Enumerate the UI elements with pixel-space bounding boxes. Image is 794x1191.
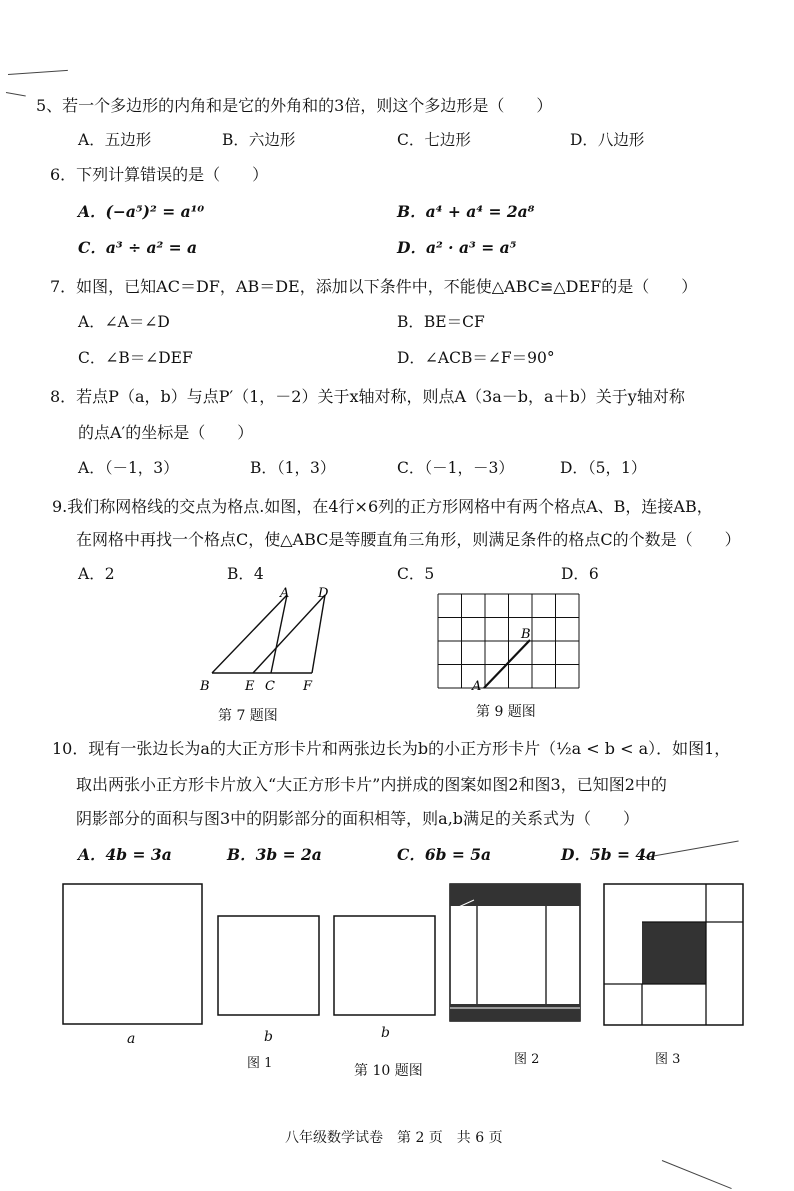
question-9-option-b: B．4 (227, 565, 264, 583)
question-8-stem-line2: 的点A′的坐标是（ ） (78, 423, 254, 442)
figure-10 (0, 870, 794, 1070)
question-7-option-d: D．∠ACB＝∠F＝90° (397, 349, 555, 367)
fig10-fig1-caption: 图 1 (247, 1056, 273, 1071)
question-10-option-a: A．4b = 3a (78, 845, 172, 864)
fig10-fig2-shade-top (450, 884, 580, 906)
question-10-stem-line2: 取出两张小正方形卡片放入“大正方形卡片”内拼成的图案如图2和图3，已知图2中的 (76, 775, 667, 794)
question-7-option-a: A．∠A＝∠D (78, 313, 170, 331)
question-5-option-b: B．六边形 (222, 131, 296, 149)
question-8-option-b: B．（1，3） (250, 459, 336, 477)
question-9-option-c: C．5 (397, 565, 435, 583)
fig7-seg-ac (271, 595, 287, 673)
fig7-label-e: E (245, 679, 255, 694)
fig10-fig3-caption: 图 3 (655, 1052, 681, 1067)
fig7-label-d: D (318, 586, 329, 601)
figure-9-caption: 第 9 题图 (476, 704, 536, 720)
scan-mark (6, 92, 26, 96)
fig10-small-square-2 (334, 916, 435, 1015)
question-10-stem-line1: 10．现有一张边长为a的大正方形卡片和两张边长为b的小正方形卡片（½a < b < a）．如图1， (52, 739, 731, 758)
question-10-option-c: C．6b = 5a (397, 845, 492, 864)
question-5-stem: 5、若一个多边形的内角和是它的外角和的3倍，则这个多边形是（ ） (36, 96, 553, 115)
fig10-large-square (63, 884, 202, 1024)
question-8-option-a: A．（－1，3） (78, 459, 179, 477)
fig10-fig3-shade (642, 922, 706, 984)
fig9-label-b: B (521, 627, 531, 642)
fig10-fig2-caption: 图 2 (514, 1052, 540, 1067)
question-6-option-c: C．a³ ÷ a² = a (78, 238, 198, 257)
figure-7 (195, 585, 335, 695)
question-8-option-c: C．（－1，－3） (397, 459, 514, 477)
question-9-option-d: D．6 (561, 565, 599, 583)
fig10-label-b1: b (264, 1029, 273, 1045)
fig10-fig2-shade-bottom (450, 1004, 580, 1021)
figure-7-caption: 第 7 题图 (218, 708, 278, 724)
question-5-option-a: A．五边形 (78, 131, 152, 149)
question-6-option-a: A．(−a⁵)² = a¹⁰ (78, 202, 205, 221)
question-8-option-d: D．（5，1） (560, 459, 647, 477)
question-5-option-c: C．七边形 (397, 131, 471, 149)
question-7-option-c: C．∠B＝∠DEF (78, 349, 193, 367)
fig9-label-a: A (472, 679, 482, 694)
question-9-stem-line2: 在网格中再找一个格点C，使△ABC是等腰直角三角形，则满足条件的格点C的个数是（ ） (76, 530, 741, 549)
fig10-small-square-1 (218, 916, 319, 1015)
fig10-label-b2: b (381, 1025, 390, 1041)
scan-mark (645, 841, 739, 858)
question-10-stem-line3: 阴影部分的面积与图3中的阴影部分的面积相等，则a,b满足的关系式为（ ） (76, 809, 640, 828)
question-6-option-b: B．a⁴ + a⁴ = 2a⁸ (397, 202, 535, 221)
question-8-stem-line1: 8．若点P（a，b）与点P′（1，－2）关于x轴对称，则点A（3a－b，a＋b）关于y轴对称 (50, 387, 685, 406)
question-10-option-b: B．3b = 2a (227, 845, 322, 864)
page-footer: 八年级数学试卷 第 2 页 共 6 页 (285, 1130, 503, 1146)
question-7-option-b: B．BE＝CF (397, 313, 485, 331)
question-10-option-d: D．5b = 4a (561, 845, 657, 864)
fig7-label-b: B (200, 679, 210, 694)
scan-mark (662, 1160, 732, 1189)
scan-mark (8, 70, 68, 75)
question-7-stem: 7．如图，已知AC＝DF，AB＝DE，添加以下条件中，不能使△ABC≌△DEF的是（ ） (50, 277, 698, 296)
fig7-seg-ba (212, 595, 287, 673)
fig7-label-a: A (280, 586, 290, 601)
fig7-label-c: C (265, 679, 275, 694)
fig10-label-a: a (127, 1031, 136, 1047)
question-6-stem: 6．下列计算错误的是（ ） (50, 165, 269, 184)
question-9-option-a: A．2 (78, 565, 115, 583)
fig7-label-f: F (303, 679, 313, 694)
figure-9 (436, 592, 586, 697)
question-6-option-d: D．a² · a³ = a⁵ (397, 238, 517, 257)
question-9-stem-line1: 9.我们称网格线的交点为格点.如图，在4行×6列的正方形网格中有两个格点A、B，连接AB， (52, 497, 713, 516)
question-5-option-d: D．八边形 (570, 131, 645, 149)
figure-10-caption: 第 10 题图 (354, 1063, 423, 1079)
